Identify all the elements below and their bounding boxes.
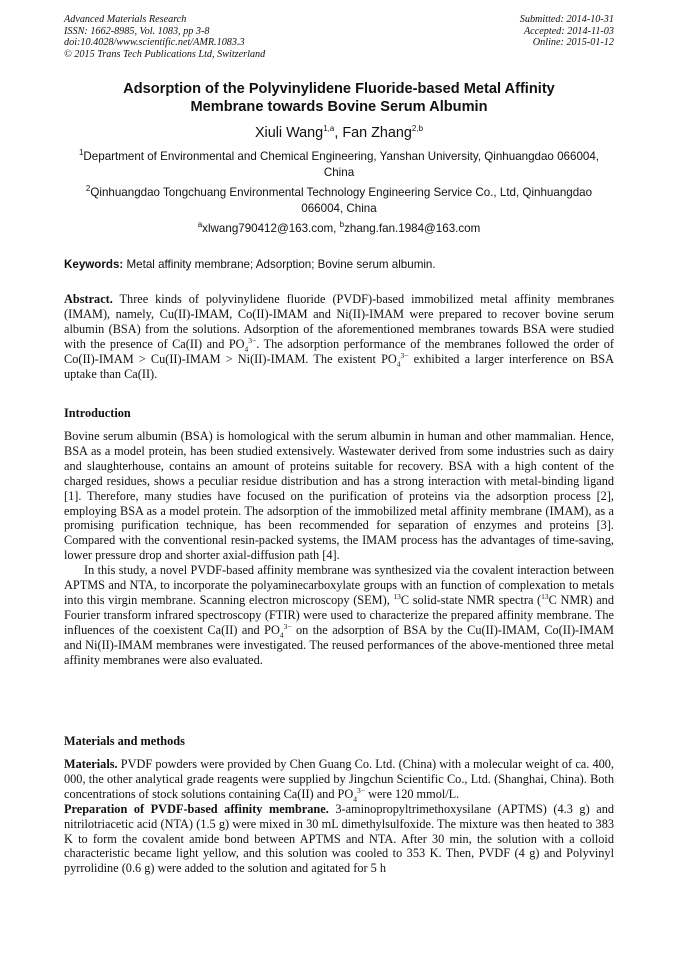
author-1: Xiuli Wang xyxy=(254,125,324,141)
materials-sup: 3− xyxy=(357,785,365,795)
keywords xyxy=(64,257,614,272)
abstract-sup-1: 3− xyxy=(248,335,257,345)
affiliation-1 xyxy=(64,149,614,180)
affiliation-2-text: Qinhuangdao Tongchuang Environmental Technology Engineering Service Co., Ltd, Qinhuangdao 066004, China xyxy=(90,186,593,215)
section-heading-methods: Materials and methods xyxy=(64,734,185,748)
author-separator: , xyxy=(334,125,343,141)
abstract-paragraph xyxy=(64,292,614,381)
introduction-body xyxy=(64,429,614,668)
intro-sup-3: 3− xyxy=(283,621,292,631)
doi: doi:10.4028/www.scientific.net/AMR.1083.3 xyxy=(64,37,245,49)
title-line-2: Membrane towards Bovine Serum Albumin xyxy=(190,99,488,115)
materials-sub: 4 xyxy=(353,794,358,804)
email-b-sup: b xyxy=(339,220,345,230)
abstract-text-2: . The adsorption performance of the membranes followed the order of Co(II)-IMAM > Cu(II)-IMAM > Ni(II)-IMAM. The existent PO xyxy=(64,336,614,366)
paper-title xyxy=(64,80,614,116)
intro-sup-13a: 13 xyxy=(393,591,401,601)
preparation-paragraph xyxy=(64,802,614,877)
copyright: © 2015 Trans Tech Publications Ltd, Switzerland xyxy=(64,48,266,60)
abstract-label: Abstract. xyxy=(64,292,113,306)
author-2: Fan Zhang xyxy=(342,125,412,141)
journal-info xyxy=(64,14,265,60)
intro-p2-text-d: on the adsorption of BSA by the Cu(II)-IMAM, Co(II)-IMAM and Ni(II)-IMAM membranes were investigated. The reused performances of the above-mentioned three metal affinity membranes were also evaluated. xyxy=(64,622,614,667)
keywords-text: Metal affinity membrane; Adsorption; Bovine serum albumin. xyxy=(123,258,436,271)
journal-name: Advanced Materials Research xyxy=(64,14,187,25)
email-b: zhang.fan.1984@163.com xyxy=(344,222,481,235)
author-1-sup: 1,a xyxy=(323,124,335,134)
online-date: Online: 2015-01-12 xyxy=(532,37,614,49)
abstract-text-1: Three kinds of polyvinylidene fluoride (PVDF)-based immobilized metal affinity membranes (IMAM), namely, Cu(II)-IMAM, Co(II)-IMAM and Ni(II)-IMAM were prepared to recover bovine serum albumin (BSA) from the solutions. Adsorption of the aforementioned membranes towards BSA were studied with the presence of Ca(II) and PO xyxy=(64,292,614,351)
preparation-text: 3-aminopropyltrimethoxysilane (APTMS) (4.3 g) and nitrilotriacetic acid (NTA) (1.5 g) were mixed in 30 mL dimethylsulfoxide. The mixture was then heated to 383 K to form the covalent amide bond between APTMS and NTA. After 30 min, the solution with a colloid characteristic became light yellow, and this solution was cooled to 353 K. Then, PVDF (4 g) and Polyvinyl pyrrolidine (0.6 g) were added to the solution and agitated for 5 h xyxy=(64,801,614,876)
abstract-sub-1: 4 xyxy=(244,344,249,354)
accepted-date: Accepted: 2014-11-03 xyxy=(523,25,614,37)
abstract-text-3: exhibited a larger interference on BSA uptake than Ca(II). xyxy=(64,351,614,381)
email-a-sup: a xyxy=(197,220,203,230)
keywords-label: Keywords: xyxy=(64,258,124,271)
affiliation-2-sup: 2 xyxy=(85,184,91,194)
intro-paragraph-1: Bovine serum albumin (BSA) is homological with the serum albumin in human and other mammalian. Hence, BSA as a model protein, has been studied extensively. Wastewater derived from some industries such as dairy and slaughterhouse, contains an amount of proteins suitable for recovery. BSA with a high content of the charged residues, shows a peculiar residue distribution and has a strong interaction with metal-binding ligand [1]. Therefore, many studies have focused on the purification of proteins via the adsorption process [2], employing BSA as a model protein. The adsorption of the immobilized metal affinity membrane (IMAM), as a promising purification technique, has been recommended for separation of enzymes and proteins [3]. Compared with the conventional resin-packed systems, the IMAM process has the advantages of time-saving, lower pressure drop and shorter axial-diffusion path [4]. xyxy=(64,429,614,563)
intro-sub-3: 4 xyxy=(279,630,284,640)
section-heading-introduction: Introduction xyxy=(64,406,131,420)
affiliation-2 xyxy=(64,185,614,216)
title-line-1: Adsorption of the Polyvinylidene Fluoride-based Metal Affinity xyxy=(123,81,555,97)
preparation-label: Preparation of PVDF-based affinity membrane. xyxy=(64,801,329,816)
issn: ISSN: 1662-8985, Vol. 1083, pp 3-8 xyxy=(64,25,210,37)
affiliation-1-text: Department of Environmental and Chemical Engineering, Yanshan University, Qinhuangdao 066004, China xyxy=(83,150,600,179)
intro-p2-text-c: C NMR) and Fourier transform infrared spectroscopy (FTIR) were used to characterize the prepared affinity membrane. The influences of the coexistent Ca(II) and PO xyxy=(64,592,614,637)
author-2-sup: 2,b xyxy=(411,124,424,134)
intro-sup-13b: 13 xyxy=(541,591,549,601)
materials-text-a: PVDF powders were provided by Chen Guang Co. Ltd. (China) with a molecular weight of ca. 400, 000, the other analytical grade reagents were supplied by Jingchun Scientific Co., Ltd. (Shanghai, China). Both concentrations of stock solutions containing Ca(II) and PO xyxy=(64,757,614,801)
intro-paragraph-2 xyxy=(64,563,614,667)
materials-text-b: were 120 mmol/L. xyxy=(365,786,460,801)
dates-info xyxy=(520,14,614,49)
intro-p2-text-b: C solid-state NMR spectra ( xyxy=(400,592,542,607)
materials-paragraph xyxy=(64,757,614,802)
abstract-sup-2: 3− xyxy=(400,350,409,360)
methods-body xyxy=(64,757,614,876)
materials-label: Materials. xyxy=(64,757,118,771)
abstract-sub-2: 4 xyxy=(396,359,401,369)
authors xyxy=(64,124,614,142)
emails xyxy=(64,221,614,236)
affiliation-1-sup: 1 xyxy=(78,148,84,158)
submitted-date: Submitted: 2014-10-31 xyxy=(519,14,614,25)
email-a: xlwang790412@163.com, xyxy=(202,222,340,235)
abstract xyxy=(64,292,614,381)
intro-p2-text-a: In this study, a novel PVDF-based affinity membrane was synthesized via the covalent interaction between APTMS and NTA, to incorporate the polyaminecarboxylate groups with an function of complexation to metals into this virgin membrane. Scanning electron microscopy (SEM), xyxy=(64,563,614,607)
